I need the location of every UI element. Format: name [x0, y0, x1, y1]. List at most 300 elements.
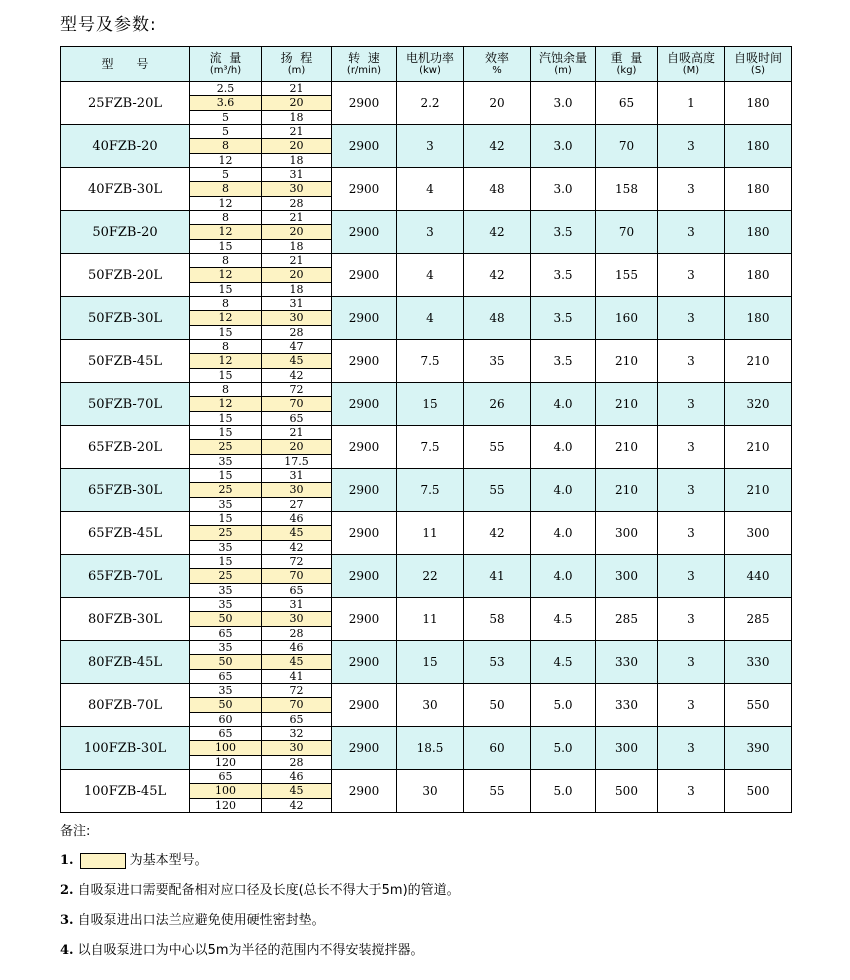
cell-head-value: 72	[262, 684, 331, 698]
cell-head-value: 46	[262, 770, 331, 784]
cell-model: 65FZB-30L	[61, 469, 190, 512]
cell-head	[262, 770, 332, 813]
cell-flow-value: 15	[190, 240, 261, 253]
cell-flow-value: 2.5	[190, 82, 261, 96]
cell-suction-height: 3	[658, 426, 725, 469]
cell-model: 50FZB-45L	[61, 340, 190, 383]
header-power: 电机功率 (kw)	[397, 47, 464, 82]
cell-suction-height: 3	[658, 211, 725, 254]
cell-head-value: 28	[262, 756, 331, 769]
cell-head	[262, 641, 332, 684]
cell-weight: 300	[596, 727, 658, 770]
cell-head-value: 20	[262, 268, 331, 282]
cell-flow	[190, 168, 262, 211]
cell-speed: 2900	[332, 211, 397, 254]
cell-efficiency: 42	[464, 512, 531, 555]
cell-power: 7.5	[397, 469, 464, 512]
cell-flow-value: 65	[190, 727, 261, 741]
cell-flow-value: 15	[190, 426, 261, 440]
table-row	[61, 125, 792, 168]
cell-head-value: 18	[262, 240, 331, 253]
cell-power: 18.5	[397, 727, 464, 770]
base-model-swatch	[80, 853, 126, 869]
cell-npsh: 4.5	[531, 641, 596, 684]
cell-head-value: 47	[262, 340, 331, 354]
cell-flow-value: 35	[190, 641, 261, 655]
cell-suction-height: 3	[658, 340, 725, 383]
cell-flow	[190, 598, 262, 641]
cell-head-value: 46	[262, 512, 331, 526]
cell-flow	[190, 340, 262, 383]
cell-speed: 2900	[332, 82, 397, 125]
cell-power: 7.5	[397, 426, 464, 469]
cell-flow-value: 120	[190, 756, 261, 769]
cell-head	[262, 383, 332, 426]
cell-head-value: 45	[262, 655, 331, 669]
cell-weight: 210	[596, 340, 658, 383]
cell-head-value: 21	[262, 82, 331, 96]
cell-head-value: 20	[262, 225, 331, 239]
cell-head-value: 41	[262, 670, 331, 683]
table-row	[61, 727, 792, 770]
cell-flow-value: 15	[190, 512, 261, 526]
cell-suction-height: 3	[658, 555, 725, 598]
table-row	[61, 297, 792, 340]
table-row	[61, 641, 792, 684]
cell-npsh: 3.5	[531, 297, 596, 340]
cell-model: 40FZB-30L	[61, 168, 190, 211]
cell-power: 4	[397, 254, 464, 297]
cell-model: 80FZB-70L	[61, 684, 190, 727]
cell-npsh: 4.0	[531, 555, 596, 598]
cell-flow-value: 15	[190, 326, 261, 339]
cell-flow-value: 35	[190, 541, 261, 554]
cell-flow-value: 12	[190, 397, 261, 411]
table-row	[61, 168, 792, 211]
cell-weight: 330	[596, 684, 658, 727]
cell-efficiency: 53	[464, 641, 531, 684]
cell-weight: 158	[596, 168, 658, 211]
cell-flow	[190, 211, 262, 254]
cell-flow	[190, 297, 262, 340]
cell-flow-value: 100	[190, 741, 261, 755]
cell-speed: 2900	[332, 727, 397, 770]
cell-head-value: 20	[262, 139, 331, 153]
cell-speed: 2900	[332, 684, 397, 727]
cell-model: 80FZB-45L	[61, 641, 190, 684]
cell-flow-value: 12	[190, 354, 261, 368]
table-row	[61, 770, 792, 813]
note-item: 1. 为基本型号。	[60, 853, 208, 868]
cell-model: 65FZB-20L	[61, 426, 190, 469]
cell-weight: 210	[596, 426, 658, 469]
cell-head	[262, 555, 332, 598]
cell-flow-value: 8	[190, 139, 261, 153]
cell-suction-height: 3	[658, 125, 725, 168]
cell-head-value: 42	[262, 541, 331, 554]
cell-suction-time: 285	[725, 598, 792, 641]
cell-efficiency: 42	[464, 211, 531, 254]
cell-suction-height: 3	[658, 770, 725, 813]
cell-flow	[190, 641, 262, 684]
cell-efficiency: 35	[464, 340, 531, 383]
cell-npsh: 4.0	[531, 383, 596, 426]
header-flow: 流 量 (m³/h)	[190, 47, 262, 82]
cell-flow-value: 65	[190, 670, 261, 683]
cell-flow-value: 12	[190, 311, 261, 325]
cell-head-value: 30	[262, 483, 331, 497]
cell-speed: 2900	[332, 297, 397, 340]
cell-power: 3	[397, 211, 464, 254]
cell-efficiency: 20	[464, 82, 531, 125]
cell-head-value: 27	[262, 498, 331, 511]
cell-flow-value: 25	[190, 569, 261, 583]
cell-suction-time: 210	[725, 469, 792, 512]
header-efficiency: 效率 %	[464, 47, 531, 82]
table-row	[61, 340, 792, 383]
cell-flow-value: 12	[190, 225, 261, 239]
cell-flow-value: 50	[190, 655, 261, 669]
cell-suction-height: 3	[658, 254, 725, 297]
cell-power: 4	[397, 168, 464, 211]
cell-flow-value: 25	[190, 440, 261, 454]
cell-flow-value: 3.6	[190, 96, 261, 110]
cell-suction-time: 440	[725, 555, 792, 598]
cell-speed: 2900	[332, 598, 397, 641]
cell-speed: 2900	[332, 426, 397, 469]
cell-suction-time: 180	[725, 254, 792, 297]
header-suction-height: 自吸高度 (M)	[658, 47, 725, 82]
cell-power: 30	[397, 770, 464, 813]
cell-suction-time: 180	[725, 125, 792, 168]
cell-head-value: 30	[262, 182, 331, 196]
cell-power: 15	[397, 383, 464, 426]
cell-head-value: 65	[262, 584, 331, 597]
cell-head-value: 42	[262, 369, 331, 382]
cell-flow-value: 50	[190, 698, 261, 712]
cell-flow-value: 35	[190, 455, 261, 468]
cell-speed: 2900	[332, 555, 397, 598]
cell-power: 2.2	[397, 82, 464, 125]
header-suction-time: 自吸时间 (S)	[725, 47, 792, 82]
cell-head-value: 32	[262, 727, 331, 741]
cell-flow	[190, 254, 262, 297]
table-row	[61, 82, 792, 125]
cell-head-value: 17.5	[262, 455, 331, 468]
cell-npsh: 5.0	[531, 770, 596, 813]
cell-model: 65FZB-45L	[61, 512, 190, 555]
cell-efficiency: 48	[464, 168, 531, 211]
cell-head-value: 31	[262, 598, 331, 612]
cell-suction-height: 3	[658, 684, 725, 727]
cell-npsh: 4.5	[531, 598, 596, 641]
cell-flow-value: 60	[190, 713, 261, 726]
table-row	[61, 598, 792, 641]
cell-speed: 2900	[332, 254, 397, 297]
cell-head	[262, 82, 332, 125]
spec-table	[60, 46, 792, 813]
cell-weight: 160	[596, 297, 658, 340]
cell-power: 4	[397, 297, 464, 340]
cell-power: 30	[397, 684, 464, 727]
cell-suction-time: 320	[725, 383, 792, 426]
cell-head-value: 30	[262, 741, 331, 755]
cell-head-value: 28	[262, 326, 331, 339]
page-title: 型号及参数:	[60, 15, 157, 35]
cell-weight: 210	[596, 469, 658, 512]
cell-npsh: 5.0	[531, 684, 596, 727]
cell-head	[262, 512, 332, 555]
cell-head	[262, 211, 332, 254]
cell-weight: 70	[596, 125, 658, 168]
cell-flow-value: 8	[190, 383, 261, 397]
cell-model: 40FZB-20	[61, 125, 190, 168]
cell-flow-value: 8	[190, 211, 261, 225]
cell-flow	[190, 469, 262, 512]
cell-npsh: 4.0	[531, 426, 596, 469]
cell-flow	[190, 82, 262, 125]
table-row	[61, 426, 792, 469]
notes-section	[60, 820, 460, 971]
header-weight: 重 量 (kg)	[596, 47, 658, 82]
cell-flow	[190, 770, 262, 813]
cell-head	[262, 469, 332, 512]
cell-suction-time: 180	[725, 168, 792, 211]
cell-npsh: 3.0	[531, 125, 596, 168]
cell-head	[262, 598, 332, 641]
cell-suction-height: 3	[658, 727, 725, 770]
cell-speed: 2900	[332, 469, 397, 512]
cell-flow-value: 65	[190, 627, 261, 640]
cell-efficiency: 42	[464, 254, 531, 297]
cell-head-value: 42	[262, 799, 331, 812]
cell-head-value: 31	[262, 168, 331, 182]
table-row	[61, 512, 792, 555]
cell-weight: 70	[596, 211, 658, 254]
cell-flow-value: 15	[190, 412, 261, 425]
cell-head-value: 18	[262, 111, 331, 124]
cell-efficiency: 26	[464, 383, 531, 426]
cell-flow-value: 120	[190, 799, 261, 812]
cell-flow-value: 5	[190, 125, 261, 139]
cell-efficiency: 58	[464, 598, 531, 641]
cell-suction-height: 3	[658, 512, 725, 555]
cell-weight: 300	[596, 555, 658, 598]
cell-flow-value: 12	[190, 268, 261, 282]
note-item: 3. 自吸泵进出口法兰应避免使用硬性密封垫。	[60, 913, 325, 928]
cell-efficiency: 48	[464, 297, 531, 340]
cell-head-value: 31	[262, 469, 331, 483]
table-row	[61, 684, 792, 727]
table-row	[61, 211, 792, 254]
cell-head-value: 18	[262, 154, 331, 167]
cell-head	[262, 254, 332, 297]
cell-flow-value: 35	[190, 598, 261, 612]
note-item: 4. 以自吸泵进口为中心以5m为半径的范围内不得安装搅拌器。	[60, 943, 424, 958]
cell-head-value: 45	[262, 354, 331, 368]
cell-flow-value: 5	[190, 111, 261, 124]
cell-flow-value: 12	[190, 154, 261, 167]
table-row	[61, 254, 792, 297]
cell-suction-height: 3	[658, 469, 725, 512]
cell-npsh: 3.5	[531, 254, 596, 297]
cell-weight: 500	[596, 770, 658, 813]
table-body	[61, 82, 792, 813]
cell-efficiency: 50	[464, 684, 531, 727]
cell-flow-value: 15	[190, 369, 261, 382]
cell-flow-value: 15	[190, 469, 261, 483]
cell-head-value: 70	[262, 397, 331, 411]
cell-power: 7.5	[397, 340, 464, 383]
cell-model: 25FZB-20L	[61, 82, 190, 125]
header-model: 型 号	[61, 47, 190, 82]
cell-flow-value: 8	[190, 254, 261, 268]
cell-flow	[190, 125, 262, 168]
cell-head-value: 28	[262, 627, 331, 640]
table-row	[61, 469, 792, 512]
cell-head-value: 31	[262, 297, 331, 311]
cell-flow	[190, 426, 262, 469]
cell-suction-time: 180	[725, 82, 792, 125]
notes-title: 备注:	[60, 824, 91, 839]
cell-head-value: 21	[262, 211, 331, 225]
cell-efficiency: 55	[464, 770, 531, 813]
cell-suction-time: 210	[725, 426, 792, 469]
cell-suction-height: 3	[658, 383, 725, 426]
cell-flow	[190, 555, 262, 598]
cell-speed: 2900	[332, 641, 397, 684]
cell-efficiency: 55	[464, 469, 531, 512]
cell-head-value: 70	[262, 698, 331, 712]
cell-suction-time: 500	[725, 770, 792, 813]
cell-speed: 2900	[332, 340, 397, 383]
note-item: 2. 自吸泵进口需要配备相对应口径及长度(总长不得大于5m)的管道。	[60, 883, 460, 898]
cell-power: 11	[397, 512, 464, 555]
cell-weight: 155	[596, 254, 658, 297]
cell-flow-value: 15	[190, 555, 261, 569]
table-row	[61, 383, 792, 426]
cell-flow	[190, 684, 262, 727]
cell-flow-value: 50	[190, 612, 261, 626]
cell-npsh: 3.0	[531, 82, 596, 125]
cell-head-value: 65	[262, 412, 331, 425]
cell-suction-height: 3	[658, 297, 725, 340]
cell-head-value: 21	[262, 125, 331, 139]
cell-flow-value: 35	[190, 684, 261, 698]
cell-head-value: 72	[262, 383, 331, 397]
cell-suction-time: 210	[725, 340, 792, 383]
cell-head	[262, 340, 332, 383]
cell-npsh: 3.0	[531, 168, 596, 211]
cell-suction-height: 1	[658, 82, 725, 125]
cell-model: 50FZB-20	[61, 211, 190, 254]
cell-flow-value: 25	[190, 483, 261, 497]
cell-efficiency: 42	[464, 125, 531, 168]
cell-head	[262, 426, 332, 469]
cell-flow-value: 12	[190, 197, 261, 210]
cell-weight: 330	[596, 641, 658, 684]
cell-power: 15	[397, 641, 464, 684]
header-head: 扬 程 (m)	[262, 47, 332, 82]
cell-head-value: 21	[262, 426, 331, 440]
cell-head-value: 45	[262, 526, 331, 540]
cell-npsh: 3.5	[531, 211, 596, 254]
cell-suction-time: 180	[725, 297, 792, 340]
cell-power: 3	[397, 125, 464, 168]
cell-suction-height: 3	[658, 598, 725, 641]
cell-model: 65FZB-70L	[61, 555, 190, 598]
cell-npsh: 4.0	[531, 512, 596, 555]
cell-weight: 300	[596, 512, 658, 555]
cell-flow-value: 35	[190, 584, 261, 597]
cell-flow-value: 8	[190, 182, 261, 196]
cell-head-value: 70	[262, 569, 331, 583]
cell-weight: 285	[596, 598, 658, 641]
cell-suction-time: 550	[725, 684, 792, 727]
cell-head-value: 45	[262, 784, 331, 798]
cell-model: 50FZB-70L	[61, 383, 190, 426]
cell-head	[262, 125, 332, 168]
cell-head	[262, 684, 332, 727]
cell-model: 50FZB-20L	[61, 254, 190, 297]
cell-power: 22	[397, 555, 464, 598]
table-row	[61, 555, 792, 598]
cell-model: 100FZB-30L	[61, 727, 190, 770]
cell-head-value: 30	[262, 311, 331, 325]
cell-weight: 65	[596, 82, 658, 125]
cell-npsh: 5.0	[531, 727, 596, 770]
cell-head-value: 46	[262, 641, 331, 655]
cell-flow-value: 100	[190, 784, 261, 798]
cell-model: 80FZB-30L	[61, 598, 190, 641]
cell-speed: 2900	[332, 383, 397, 426]
cell-flow	[190, 727, 262, 770]
cell-head-value: 20	[262, 440, 331, 454]
cell-head-value: 21	[262, 254, 331, 268]
cell-flow	[190, 383, 262, 426]
cell-flow-value: 65	[190, 770, 261, 784]
cell-speed: 2900	[332, 168, 397, 211]
cell-flow-value: 25	[190, 526, 261, 540]
cell-speed: 2900	[332, 125, 397, 168]
cell-head	[262, 168, 332, 211]
cell-head-value: 72	[262, 555, 331, 569]
cell-suction-height: 3	[658, 168, 725, 211]
cell-speed: 2900	[332, 770, 397, 813]
cell-flow-value: 8	[190, 297, 261, 311]
cell-suction-height: 3	[658, 641, 725, 684]
cell-efficiency: 60	[464, 727, 531, 770]
cell-flow-value: 35	[190, 498, 261, 511]
cell-power: 11	[397, 598, 464, 641]
cell-head-value: 30	[262, 612, 331, 626]
cell-flow	[190, 512, 262, 555]
cell-efficiency: 55	[464, 426, 531, 469]
cell-npsh: 3.5	[531, 340, 596, 383]
cell-suction-time: 180	[725, 211, 792, 254]
cell-head-value: 18	[262, 283, 331, 296]
cell-suction-time: 390	[725, 727, 792, 770]
cell-weight: 210	[596, 383, 658, 426]
cell-head-value: 20	[262, 96, 331, 110]
cell-head-value: 28	[262, 197, 331, 210]
cell-flow-value: 5	[190, 168, 261, 182]
cell-head	[262, 297, 332, 340]
header-npsh: 汽蚀余量 (m)	[531, 47, 596, 82]
header-speed: 转 速 (r/min)	[332, 47, 397, 82]
cell-suction-time: 300	[725, 512, 792, 555]
cell-flow-value: 15	[190, 283, 261, 296]
